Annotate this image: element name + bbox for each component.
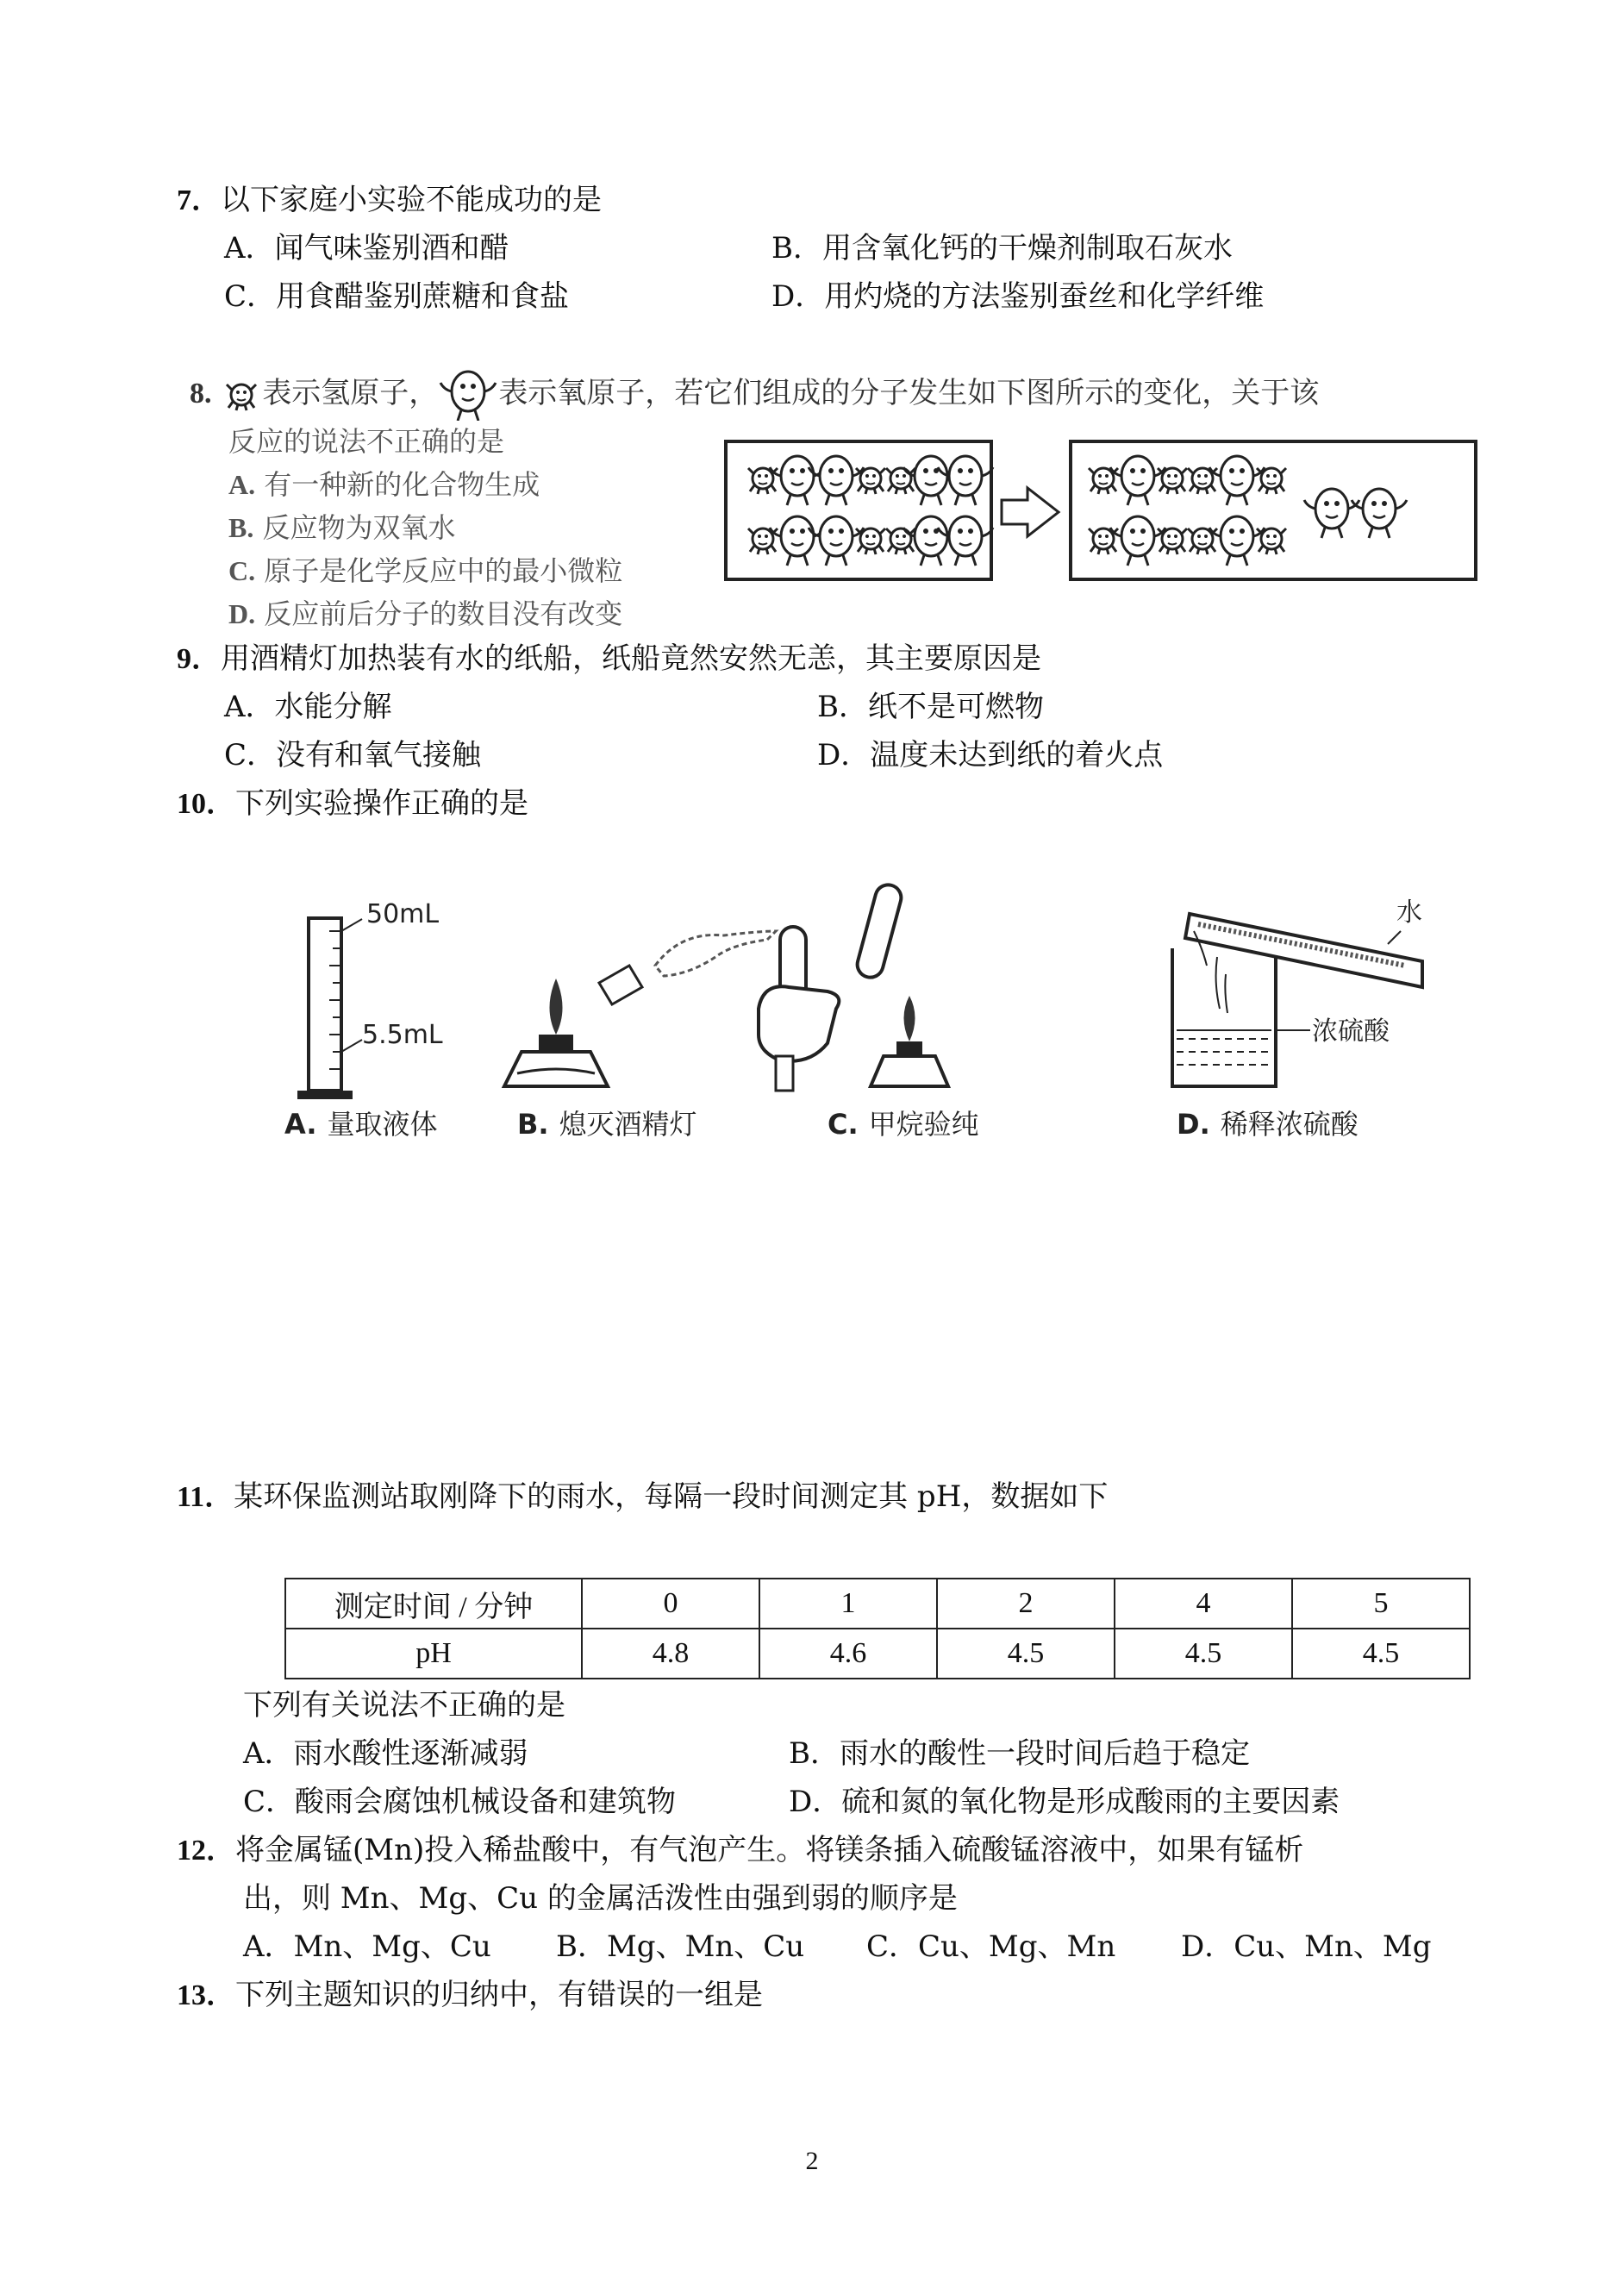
label-water: 水 bbox=[1396, 897, 1422, 928]
q12-option-d: D．Cu、Mn、Mg bbox=[1181, 1929, 1432, 1964]
q8-stem2: 反应的说法不正确的是 bbox=[228, 425, 505, 458]
q10-stem: 下列实验操作正确的是 bbox=[235, 786, 528, 821]
q7-number: 7 bbox=[177, 184, 191, 216]
time-header: 测定时间 / 分钟 bbox=[285, 1579, 582, 1629]
q12-number: 12 bbox=[177, 1835, 206, 1867]
lamp-cap-icon bbox=[599, 966, 642, 1004]
q12-stem1: 将金属锰(Mn)投入稀盐酸中，有气泡产生。将镁条插入硫酸锰溶液中，如果有锰析 bbox=[235, 1833, 1304, 1867]
time-cell: 1 bbox=[759, 1579, 937, 1629]
caption-d: D. 稀释浓硫酸 bbox=[1177, 1108, 1359, 1141]
q11-stem: 某环保监测站取刚降下的雨水，每隔一段时间测定其 pH，数据如下 bbox=[234, 1479, 1109, 1514]
q11-option-d: D．硫和氮的氧化物是形成酸雨的主要因素 bbox=[789, 1785, 1340, 1819]
time-cell: 0 bbox=[582, 1579, 759, 1629]
table-row-time bbox=[285, 1579, 1470, 1629]
label-conc-acid: 浓硫酸 bbox=[1312, 1016, 1390, 1047]
beaker-icon bbox=[1172, 948, 1310, 1086]
q12-stem2: 出，则 Mn、Mg、Cu 的金属活泼性由强到弱的顺序是 bbox=[243, 1881, 958, 1916]
q13-stem: 下列主题知识的归纳中，有错误的一组是 bbox=[235, 1978, 763, 2012]
time-cell: 4 bbox=[1115, 1579, 1292, 1629]
hydrogen-atom-icon bbox=[221, 376, 262, 414]
hand-holding-tube-icon bbox=[759, 927, 839, 1091]
ph-cell: 4.8 bbox=[582, 1629, 759, 1679]
hand-icon bbox=[655, 931, 776, 976]
q12-option-a: A．Mn、Mg、Cu bbox=[243, 1929, 491, 1964]
q10-experiment-figure bbox=[276, 879, 1431, 1155]
q8-number: 8. bbox=[190, 378, 212, 410]
label-50ml: 50mL bbox=[366, 899, 440, 929]
caption-c: C. 甲烷验纯 bbox=[828, 1108, 979, 1141]
ph-cell: 4.5 bbox=[1115, 1629, 1292, 1679]
q8-stem-oxygen: 表示氧原子，若它们组成的分子发生如下图所示的变化，关于该 bbox=[498, 376, 1320, 410]
q8-reaction-diagram bbox=[724, 440, 1500, 586]
oxygen-atom-icon bbox=[438, 369, 498, 421]
q11-option-b: B．雨水的酸性一段时间后趋于稳定 bbox=[789, 1736, 1250, 1771]
q8-stem-hydrogen: 表示氢原子， bbox=[262, 376, 439, 410]
q8-option-a: A. 有一种新的化合物生成 bbox=[228, 468, 540, 501]
q11-option-c: C．酸雨会腐蚀机械设备和建筑物 bbox=[243, 1785, 677, 1819]
inverted-test-tube-icon bbox=[854, 882, 903, 980]
q9-option-a: A．水能分解 bbox=[224, 690, 392, 724]
q13-stem-line: 13．下列主题知识的归纳中，有错误的一组是 bbox=[177, 1978, 763, 2012]
q10-stem-line: 10．下列实验操作正确的是 bbox=[177, 786, 528, 821]
alcohol-lamp-c-icon bbox=[871, 996, 948, 1086]
q11-stem2: 下列有关说法不正确的是 bbox=[243, 1688, 565, 1723]
q9-stem-line: 9．用酒精灯加热装有水的纸船，纸船竟然安然无恙，其主要原因是 bbox=[177, 641, 1041, 676]
q9-number: 9 bbox=[177, 643, 191, 675]
q11-number: 11 bbox=[177, 1481, 205, 1513]
alcohol-lamp-icon bbox=[504, 979, 608, 1086]
q7-stem: 以下家庭小实验不能成功的是 bbox=[221, 183, 602, 217]
q7-option-a: A．闻气味鉴别酒和醋 bbox=[224, 231, 509, 266]
q8-option-b: B. 反应物为双氧水 bbox=[228, 511, 456, 544]
label-5-5ml: 5.5mL bbox=[362, 1020, 443, 1050]
q7-option-d: D．用灼烧的方法鉴别蚕丝和化学纤维 bbox=[771, 279, 1265, 314]
page-number: 2 bbox=[805, 2147, 819, 2175]
q12-stem-line: 12．将金属锰(Mn)投入稀盐酸中，有气泡产生。将镁条插入硫酸锰溶液中，如果有锰析 bbox=[177, 1833, 1304, 1867]
q9-option-b: B．纸不是可燃物 bbox=[817, 690, 1044, 724]
q8-stem-line bbox=[190, 369, 1319, 421]
q13-number: 13 bbox=[177, 1979, 206, 2011]
caption-b: B. 熄灭酒精灯 bbox=[517, 1108, 697, 1141]
time-cell: 2 bbox=[937, 1579, 1115, 1629]
q9-option-d: D．温度未达到纸的着火点 bbox=[817, 738, 1164, 772]
q12-option-c: C．Cu、Mg、Mn bbox=[866, 1929, 1116, 1964]
q9-option-c: C．没有和氧气接触 bbox=[224, 738, 482, 772]
q9-stem: 用酒精灯加热装有水的纸船，纸船竟然安然无恙，其主要原因是 bbox=[221, 641, 1041, 676]
ph-table bbox=[284, 1578, 1471, 1679]
ph-cell: 4.5 bbox=[937, 1629, 1115, 1679]
reactant-box bbox=[726, 441, 991, 579]
table-row-ph bbox=[285, 1629, 1470, 1679]
time-cell: 5 bbox=[1292, 1579, 1470, 1629]
ph-header: pH bbox=[285, 1629, 582, 1679]
q12-option-b: B．Mg、Mn、Cu bbox=[556, 1929, 805, 1964]
graduated-cylinder-icon bbox=[297, 918, 362, 1099]
q7-option-b: B．用含氧化钙的干燥剂制取石灰水 bbox=[771, 231, 1233, 266]
q8-option-d: D. 反应前后分子的数目没有改变 bbox=[228, 597, 623, 630]
q11-option-a: A．雨水酸性逐渐减弱 bbox=[243, 1736, 528, 1771]
q8-option-c: C. 原子是化学反应中的最小微粒 bbox=[228, 554, 623, 587]
caption-a: A. 量取液体 bbox=[284, 1108, 438, 1141]
q7-stem-line: 7．以下家庭小实验不能成功的是 bbox=[177, 183, 602, 217]
ph-cell: 4.5 bbox=[1292, 1629, 1470, 1679]
reaction-arrow-icon bbox=[1002, 488, 1059, 536]
q10-number: 10 bbox=[177, 788, 206, 820]
ph-cell: 4.6 bbox=[759, 1629, 937, 1679]
q11-stem-line: 11．某环保监测站取刚降下的雨水，每隔一段时间测定其 pH，数据如下 bbox=[177, 1479, 1109, 1514]
q7-option-c: C．用食醋鉴别蔗糖和食盐 bbox=[224, 279, 570, 314]
